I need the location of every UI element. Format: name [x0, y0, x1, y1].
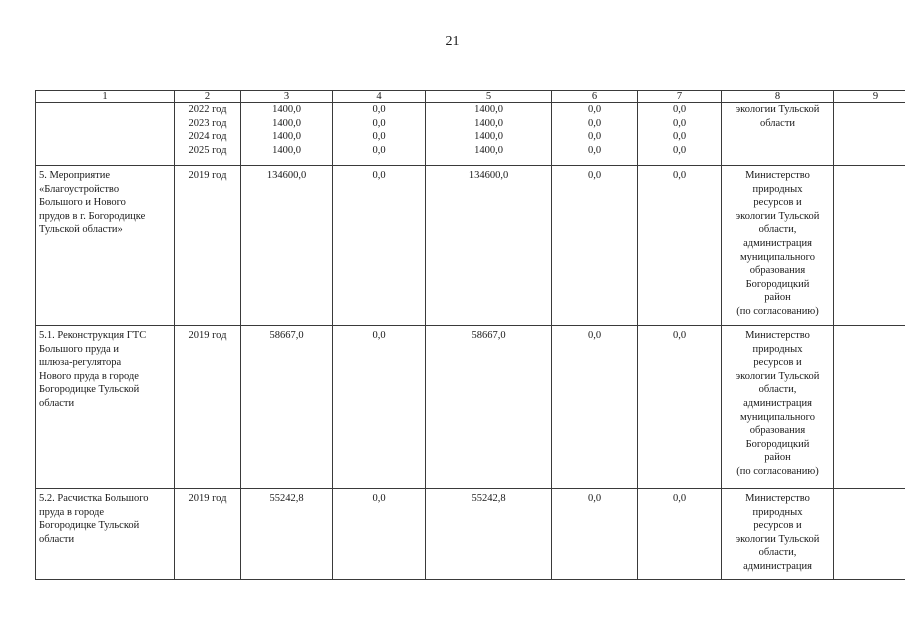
table-body	[36, 103, 905, 580]
responsible-executor-cell	[722, 103, 834, 166]
responsible-executor-text: области,	[758, 384, 797, 396]
amount-col5-text: 1400,0	[474, 144, 503, 156]
year-cell	[175, 326, 241, 489]
responsible-executor-text: образования	[749, 425, 806, 437]
responsible-executor-text: области,	[758, 547, 797, 559]
amount-col7-text: 0,0	[672, 144, 687, 156]
col-header-4: 4	[333, 91, 426, 103]
responsible-executor-text: администрация	[743, 397, 812, 409]
measure-name-text: 5.2. Расчистка Большого	[39, 493, 149, 504]
amount-col4-text: 0,0	[372, 104, 386, 115]
amount-col7-text: 0,0	[672, 117, 687, 129]
amount-col5-cell	[426, 489, 552, 580]
amount-col5-text: 134600,0	[468, 170, 509, 181]
notes-cell	[834, 326, 905, 489]
page-number: 21	[445, 34, 460, 49]
amount-col5-text: 58667,0	[471, 330, 506, 341]
responsible-executor-text: образования	[749, 265, 806, 277]
amount-col4-text: 0,0	[372, 493, 386, 504]
measure-name-text: прудов в г. Богородицке	[39, 210, 146, 222]
table-row	[36, 103, 905, 166]
amount-col6-cell	[552, 103, 638, 166]
amount-col6-text: 0,0	[587, 144, 602, 156]
amount-col7-cell	[638, 166, 722, 326]
col-header-9: 9	[834, 91, 905, 103]
amount-col4-text: 0,0	[372, 330, 386, 341]
measure-name-text: Богородицке Тульской	[39, 520, 140, 532]
responsible-executor-text: Министерство	[745, 330, 810, 341]
amount-col6-text: 0,0	[587, 117, 602, 129]
amount-total-cell	[241, 103, 333, 166]
amount-col5-text: 55242,8	[471, 493, 506, 504]
amount-col4-text: 0,0	[372, 170, 386, 181]
responsible-executor-text: Министерство	[745, 493, 810, 504]
measure-name-text: 5.1. Реконструкция ГТС	[39, 330, 147, 341]
responsible-executor-text: Министерство	[745, 170, 810, 181]
year-cell	[175, 166, 241, 326]
amount-col6-text: 0,0	[587, 104, 602, 115]
amount-col5-text: 1400,0	[474, 131, 503, 143]
responsible-executor-text: Богородицкий	[745, 278, 810, 290]
amount-col6-cell	[552, 489, 638, 580]
notes-cell	[834, 103, 905, 166]
year-text: 2019 год	[188, 493, 227, 504]
responsible-executor-cell	[722, 326, 834, 489]
measure-name-text: Большого пруда и	[39, 343, 119, 355]
responsible-executor-text: ресурсов и	[753, 197, 802, 209]
year-cell	[175, 489, 241, 580]
table-row	[36, 489, 905, 580]
responsible-executor-text: природных	[752, 343, 803, 355]
amount-col4-text: 0,0	[372, 144, 386, 156]
year-text: 2022 год	[188, 104, 227, 115]
col-header-7: 7	[638, 91, 722, 103]
responsible-executor-text: природных	[752, 183, 803, 195]
year-text: 2019 год	[188, 330, 227, 341]
col-header-5: 5	[426, 91, 552, 103]
amount-total-cell	[241, 166, 333, 326]
col-header-3: 3	[241, 91, 333, 103]
amount-col5-cell	[426, 166, 552, 326]
amount-col7-cell	[638, 103, 722, 166]
col-header-6: 6	[552, 91, 638, 103]
responsible-executor-cell	[722, 166, 834, 326]
responsible-executor-text: экологии Тульской	[735, 370, 820, 382]
amount-col4-text: 0,0	[372, 131, 386, 143]
notes-cell	[834, 489, 905, 580]
measure-name-text: Большого и Нового	[39, 197, 126, 209]
responsible-executor-text: ресурсов и	[753, 357, 802, 369]
measure-name-text: 5. Мероприятие	[39, 170, 111, 181]
responsible-executor-text: области	[759, 117, 796, 129]
responsible-executor-text: природных	[752, 506, 803, 518]
table-row	[36, 326, 905, 489]
amount-col7-text: 0,0	[672, 330, 687, 341]
amount-col7-cell	[638, 326, 722, 489]
amount-col6-text: 0,0	[587, 131, 602, 143]
responsible-executor-text: администрация	[743, 560, 812, 572]
responsible-executor-text: (по согласованию)	[736, 305, 819, 317]
responsible-executor-text: экологии Тульской	[735, 104, 820, 115]
amount-total-text: 1400,0	[272, 117, 301, 129]
header-row	[36, 91, 905, 103]
responsible-executor-text: Богородицкий	[745, 438, 810, 450]
budget-table	[35, 90, 905, 580]
amount-col6-text: 0,0	[587, 170, 602, 181]
measure-name-text: пруда в городе	[39, 506, 105, 518]
col-header-2: 2	[175, 91, 241, 103]
amount-total-text: 55242,8	[269, 493, 304, 504]
col-header-1: 1	[36, 91, 175, 103]
amount-col5-text: 1400,0	[474, 104, 503, 115]
amount-col4-text: 0,0	[372, 117, 386, 129]
year-text: 2019 год	[188, 170, 227, 181]
responsible-executor-text: области,	[758, 224, 797, 236]
amount-col6-text: 0,0	[587, 330, 602, 341]
amount-col4-cell	[333, 489, 426, 580]
amount-total-text: 1400,0	[272, 104, 301, 115]
amount-col5-cell	[426, 103, 552, 166]
measure-name-text: области	[39, 397, 75, 409]
measure-name-text: «Благоустройство	[39, 183, 120, 195]
responsible-executor-text: экологии Тульской	[735, 210, 820, 222]
year-cell	[175, 103, 241, 166]
amount-total-text: 58667,0	[269, 330, 304, 341]
responsible-executor-text: администрация	[743, 237, 812, 249]
amount-total-text: 1400,0	[272, 144, 301, 156]
amount-col5-cell	[426, 326, 552, 489]
responsible-executor-text: район	[764, 292, 791, 304]
amount-col4-cell	[333, 166, 426, 326]
measure-name-text: Нового пруда в городе	[39, 370, 139, 382]
measure-name-text: области	[39, 533, 75, 545]
amount-col7-text: 0,0	[672, 104, 687, 115]
responsible-executor-text: экологии Тульской	[735, 533, 820, 545]
amount-col4-cell	[333, 103, 426, 166]
measure-name-text: шлюза-регулятора	[39, 357, 122, 369]
amount-total-text: 1400,0	[272, 131, 301, 143]
amount-col7-text: 0,0	[672, 170, 687, 181]
amount-col7-text: 0,0	[672, 131, 687, 143]
measure-name-cell	[36, 489, 175, 580]
amount-col4-cell	[333, 326, 426, 489]
responsible-executor-text: район	[764, 452, 791, 464]
year-text: 2025 год	[188, 144, 227, 156]
amount-col6-cell	[552, 166, 638, 326]
notes-cell	[834, 166, 905, 326]
responsible-executor-text: муниципального	[740, 251, 815, 263]
measure-name-cell	[36, 166, 175, 326]
amount-col6-cell	[552, 326, 638, 489]
measure-name-text: Тульской области»	[39, 224, 123, 236]
measure-name-text: Богородицке Тульской	[39, 384, 140, 396]
amount-col7-cell	[638, 489, 722, 580]
amount-col7-text: 0,0	[672, 493, 687, 504]
amount-col5-text: 1400,0	[474, 117, 503, 129]
measure-name-cell	[36, 326, 175, 489]
amount-total-cell	[241, 326, 333, 489]
responsible-executor-text: муниципального	[740, 411, 815, 423]
responsible-executor-text: (по согласованию)	[736, 465, 819, 477]
table-row	[36, 166, 905, 326]
measure-name-cell	[36, 103, 175, 166]
responsible-executor-cell	[722, 489, 834, 580]
amount-total-cell	[241, 489, 333, 580]
amount-total-text: 134600,0	[266, 170, 307, 181]
year-text: 2024 год	[188, 131, 227, 143]
col-header-8: 8	[722, 91, 834, 103]
year-text: 2023 год	[188, 117, 227, 129]
amount-col6-text: 0,0	[587, 493, 602, 504]
responsible-executor-text: ресурсов и	[753, 520, 802, 532]
